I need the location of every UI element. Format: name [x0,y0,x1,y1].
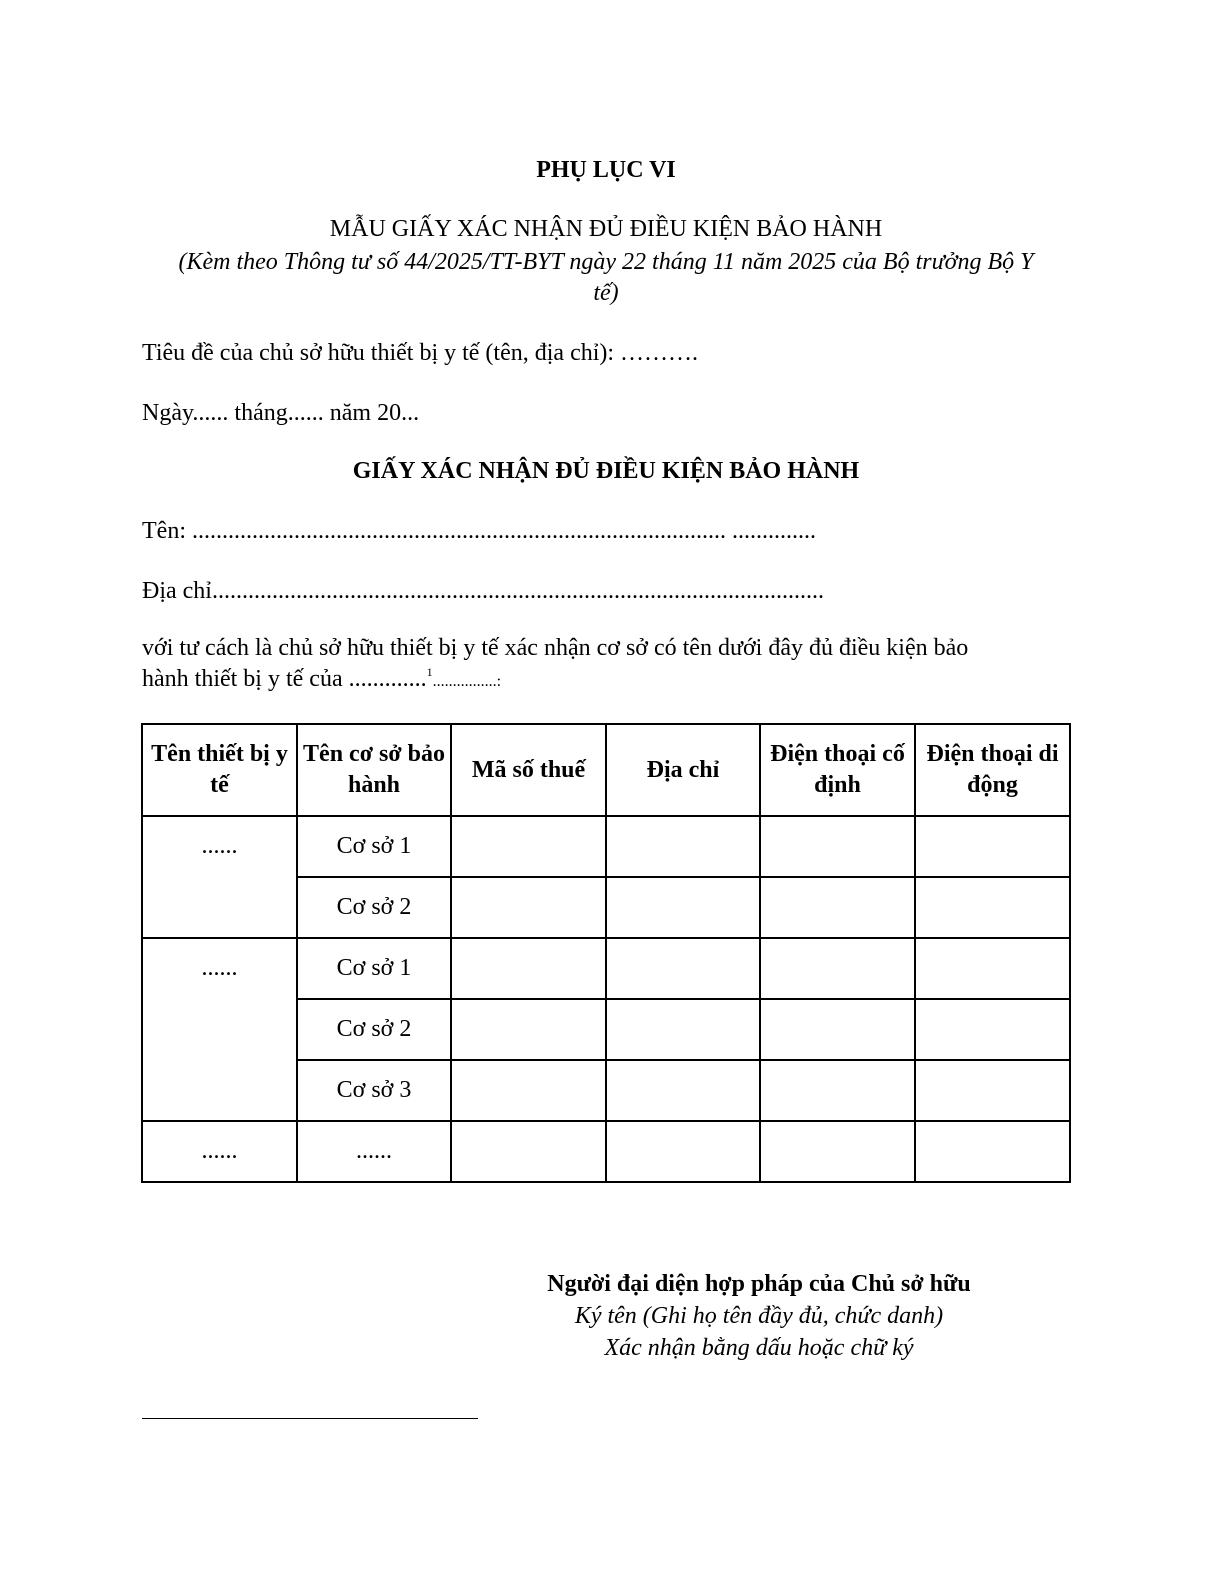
tax-code-cell [451,877,606,938]
warranty-facility-table [141,723,1071,1183]
regulation-note-line2: tế) [593,280,619,306]
signature-instruction: Ký tên (Ghi họ tên đầy đủ, chức danh) [574,1303,944,1329]
header-facility-name: Tên cơ sở bảo hành [297,724,451,816]
table-row [142,1121,1070,1182]
statement-line2-suffix: ................: [432,673,502,690]
statement-line1: với tư cách là chủ sở hữu thiết bị y tế xác nhận cơ sở có tên dưới đây đủ điều kiện bảo [142,635,969,661]
header-landline: Điện thoại cố định [760,724,915,816]
appendix-title: PHỤ LỤC VI [536,157,676,183]
mobile-cell [915,999,1070,1060]
signature-title: Người đại diện hợp pháp của Chủ sở hữu [547,1271,971,1297]
address-cell [606,1060,760,1121]
facility-cell: ...... [297,1121,451,1182]
device-cell: ...... [142,1121,297,1182]
header-tax-code: Mã số thuế [451,724,606,816]
device-cell: ...... [142,816,297,938]
tax-code-cell [451,1121,606,1182]
facility-cell: Cơ sở 1 [297,816,451,877]
date-line: Ngày...... tháng...... năm 20... [142,400,420,426]
facility-cell: Cơ sở 3 [297,1060,451,1121]
landline-cell [760,877,915,938]
landline-cell [760,1121,915,1182]
tax-code-cell [451,938,606,999]
address-cell [606,877,760,938]
name-field: Tên: ......................................................................................... .............. [142,518,816,544]
device-cell: ...... [142,938,297,1121]
address-cell [606,1121,760,1182]
statement-line2-prefix: hành thiết bị y tế của ............. [142,666,427,692]
tax-code-cell [451,1060,606,1121]
facility-cell: Cơ sở 2 [297,999,451,1060]
regulation-note-line1: (Kèm theo Thông tư số 44/2025/TT-BYT ngày 22 tháng 11 năm 2025 của Bộ trưởng Bộ Y [178,249,1034,275]
tax-code-cell [451,999,606,1060]
footnote-separator [142,1418,478,1419]
address-cell [606,938,760,999]
mobile-cell [915,816,1070,877]
mobile-cell [915,1060,1070,1121]
facility-cell: Cơ sở 1 [297,938,451,999]
address-cell [606,816,760,877]
certificate-title: GIẤY XÁC NHẬN ĐỦ ĐIỀU KIỆN BẢO HÀNH [352,458,860,484]
header-mobile: Điện thoại di động [915,724,1070,816]
header-address: Địa chỉ [606,724,760,816]
form-title: MẪU GIẤY XÁC NHẬN ĐỦ ĐIỀU KIỆN BẢO HÀNH [329,216,883,242]
owner-heading: Tiêu đề của chủ sở hữu thiết bị y tế (tên, địa chỉ): ………. [142,340,699,366]
footnote-ref: 1 [426,665,433,679]
mobile-cell [915,1121,1070,1182]
landline-cell [760,816,915,877]
address-field: Địa chỉ...................................................................................................... [142,578,824,604]
table-row [142,938,1070,999]
statement-paragraph [142,633,1070,697]
facility-cell: Cơ sở 2 [297,877,451,938]
landline-cell [760,999,915,1060]
signature-seal-note: Xác nhận bằng dấu hoặc chữ ký [604,1335,914,1361]
statement-line2 [142,664,1070,697]
mobile-cell [915,877,1070,938]
mobile-cell [915,938,1070,999]
landline-cell [760,1060,915,1121]
header-device-name: Tên thiết bị y tế [142,724,297,816]
landline-cell [760,938,915,999]
signature-block [520,1268,998,1364]
table-header-row [142,724,1070,816]
table-row [142,816,1070,877]
address-cell [606,999,760,1060]
tax-code-cell [451,816,606,877]
